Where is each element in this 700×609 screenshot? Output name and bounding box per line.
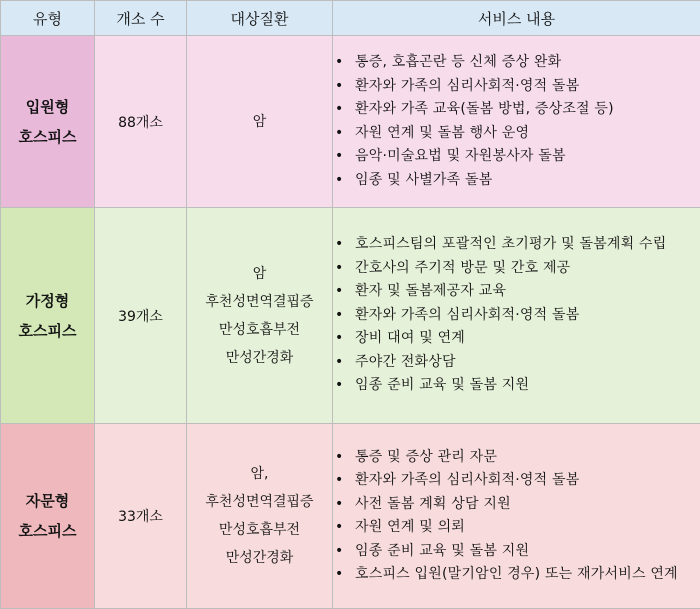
table-row bbox=[1, 424, 700, 609]
type-label: 자문형 bbox=[1, 486, 94, 516]
count-cell: 39개소 bbox=[95, 208, 187, 424]
disease-item: 후천성면역결핍증 bbox=[187, 288, 332, 316]
service-item: • 환자와 가족의 심리사회적·영적 돌봄 bbox=[355, 75, 696, 99]
type-cell bbox=[1, 36, 95, 208]
count-cell: 88개소 bbox=[95, 36, 187, 208]
service-item: • 통증 및 증상 관리 자문 bbox=[355, 446, 696, 470]
header-type: 유형 bbox=[1, 1, 95, 36]
service-item: • 통증, 호흡곤란 등 신체 증상 완화 bbox=[355, 51, 696, 75]
disease-item: 암 bbox=[187, 260, 332, 288]
services-cell bbox=[333, 424, 700, 609]
type-label: 입원형 bbox=[1, 92, 94, 122]
service-item: • 환자 및 돌봄제공자 교육 bbox=[355, 280, 696, 304]
services-list bbox=[333, 446, 700, 587]
disease-cell bbox=[187, 36, 333, 208]
type-cell bbox=[1, 208, 95, 424]
service-item: • 자원 연계 및 돌봄 행사 운영 bbox=[355, 122, 696, 146]
header-services: 서비스 내용 bbox=[333, 1, 700, 36]
service-item: • 주야간 전화상담 bbox=[355, 351, 696, 375]
disease-cell bbox=[187, 208, 333, 424]
service-item: • 간호사의 주기적 방문 및 간호 제공 bbox=[355, 257, 696, 281]
service-item: • 환자와 가족 교육(돌봄 방법, 증상조절 등) bbox=[355, 98, 696, 122]
services-list bbox=[333, 51, 700, 192]
header-row bbox=[1, 1, 700, 36]
services-list bbox=[333, 233, 700, 398]
table-body bbox=[1, 36, 700, 609]
service-item: • 장비 대여 및 연계 bbox=[355, 327, 696, 351]
services-cell bbox=[333, 208, 700, 424]
service-item: • 임종 준비 교육 및 돌봄 지원 bbox=[355, 540, 696, 564]
disease-item: 만성호흡부전 bbox=[187, 516, 332, 544]
header-count: 개소 수 bbox=[95, 1, 187, 36]
table-row bbox=[1, 36, 700, 208]
table-row bbox=[1, 208, 700, 424]
type-cell bbox=[1, 424, 95, 609]
service-item: • 호스피스 입원(말기암인 경우) 또는 재가서비스 연계 bbox=[355, 563, 696, 587]
service-item: • 환자와 가족의 심리사회적·영적 돌봄 bbox=[355, 304, 696, 328]
disease-item: 암 bbox=[187, 108, 332, 136]
header-disease: 대상질환 bbox=[187, 1, 333, 36]
disease-item: 만성간경화 bbox=[187, 344, 332, 372]
disease-item: 만성간경화 bbox=[187, 544, 332, 572]
type-sublabel: 호스피스 bbox=[1, 516, 94, 546]
service-item: • 음악·미술요법 및 자원봉사자 돌봄 bbox=[355, 145, 696, 169]
disease-cell bbox=[187, 424, 333, 609]
type-label: 가정형 bbox=[1, 286, 94, 316]
services-cell bbox=[333, 36, 700, 208]
service-item: • 환자와 가족의 심리사회적·영적 돌봄 bbox=[355, 469, 696, 493]
service-item: • 자원 연계 및 의뢰 bbox=[355, 516, 696, 540]
disease-item: 만성호흡부전 bbox=[187, 316, 332, 344]
service-item: • 임종 및 사별가족 돌봄 bbox=[355, 169, 696, 193]
disease-item: 암, bbox=[187, 460, 332, 488]
type-sublabel: 호스피스 bbox=[1, 122, 94, 152]
disease-item: 후천성면역결핍증 bbox=[187, 488, 332, 516]
service-item: • 호스피스팀의 포괄적인 초기평가 및 돌봄계획 수립 bbox=[355, 233, 696, 257]
service-item: • 사전 돌봄 계획 상담 지원 bbox=[355, 493, 696, 517]
type-sublabel: 호스피스 bbox=[1, 316, 94, 346]
count-cell: 33개소 bbox=[95, 424, 187, 609]
service-item: • 임종 준비 교육 및 돌봄 지원 bbox=[355, 374, 696, 398]
